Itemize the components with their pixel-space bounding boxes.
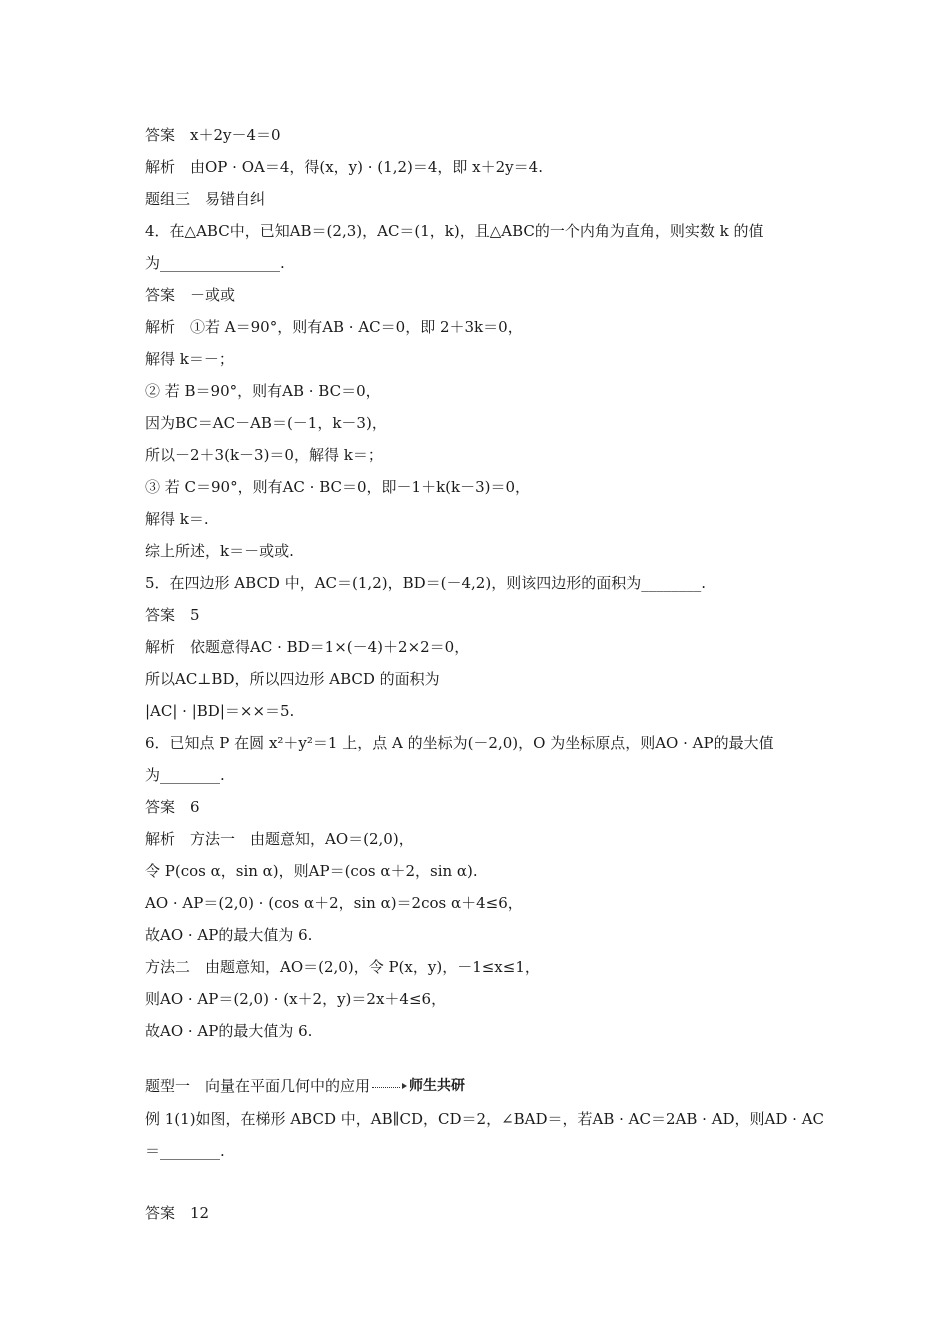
answer-line: 答案 －或或 <box>145 286 236 304</box>
arrow-head-icon <box>402 1083 407 1089</box>
solution-line: 所以AC⊥BD，所以四边形 ABCD 的面积为 <box>145 670 440 688</box>
problem-5-line: 5．在四边形 ABCD 中，AC＝(1,2)，BD＝(－4,2)，则该四边形的面积为________. <box>145 574 706 592</box>
solution-line: 故AO · AP的最大值为 6. <box>145 926 313 944</box>
answer-line: 答案 x＋2y－4＝0 <box>145 126 281 144</box>
solution-line: 故AO · AP的最大值为 6. <box>145 1022 313 1040</box>
answer-line: 答案 5 <box>145 606 200 624</box>
section-heading <box>145 1076 835 1096</box>
solution-line: ③ 若 C＝90°，则有AC · BC＝0，即－1＋k(k－3)＝0， <box>145 478 531 496</box>
section-tag: 师生共研 <box>409 1078 466 1094</box>
solution-line: 则AO · AP＝(2,0) · (x＋2，y)＝2x＋4≤6， <box>145 990 447 1008</box>
example-line-1: 例 1(1)如图，在梯形 ABCD 中，AB∥CD，CD＝2，∠BAD＝，若AB · AC＝2AB · AD，则AD · AC <box>145 1110 825 1128</box>
analysis-line: 解析 方法一 由题意知，AO＝(2,0)， <box>145 830 414 848</box>
problem-6-line-1: 6．已知点 P 在圆 x²＋y²＝1 上，点 A 的坐标为(－2,0)，O 为坐标原点，则AO · AP的最大值 <box>145 734 774 752</box>
solution-line: 方法二 由题意知，AO＝(2,0)，令 P(x，y)，－1≤x≤1， <box>145 958 540 976</box>
section-title: 题型一 向量在平面几何中的应用 <box>145 1077 371 1095</box>
solution-line: 解得 k＝. <box>145 510 209 528</box>
problem-4-line-2: 为________________. <box>145 254 285 272</box>
answer-line: 答案 6 <box>145 798 200 816</box>
solution-line: 综上所述，k＝－或或. <box>145 542 294 560</box>
solution-line: 因为BC＝AC－AB＝(－1，k－3)， <box>145 414 387 432</box>
dotted-arrow-icon <box>372 1087 400 1088</box>
solution-line: AO · AP＝(2,0) · (cos α＋2，sin α)＝2cos α＋4≤6， <box>145 894 523 912</box>
solution-line: 令 P(cos α，sin α)，则AP＝(cos α＋2，sin α). <box>145 862 478 880</box>
analysis-line: 解析 由OP · OA＝4，得(x，y) · (1,2)＝4，即 x＋2y＝4. <box>145 158 543 176</box>
problem-4-line-1: 4．在△ABC中，已知AB＝(2,3)，AC＝(1，k)，且△ABC的一个内角为直角，则实数 k 的值 <box>145 222 764 240</box>
solution-line: |AC| · |BD|＝××＝5. <box>145 702 295 720</box>
example-answer: 答案 12 <box>145 1204 210 1222</box>
analysis-line: 解析 依题意得AC · BD＝1×(－4)＋2×2＝0， <box>145 638 470 656</box>
analysis-line: 解析 ①若 A＝90°，则有AB · AC＝0，即 2＋3k＝0， <box>145 318 523 336</box>
group-heading: 题组三 易错自纠 <box>145 190 266 208</box>
example-line-2: ＝________. <box>145 1142 225 1160</box>
solution-line: 所以－2＋3(k－3)＝0，解得 k＝； <box>145 446 383 464</box>
solution-line: ② 若 B＝90°，则有AB · BC＝0， <box>145 382 381 400</box>
solution-line: 解得 k＝－； <box>145 350 234 368</box>
problem-6-line-2: 为________. <box>145 766 225 784</box>
